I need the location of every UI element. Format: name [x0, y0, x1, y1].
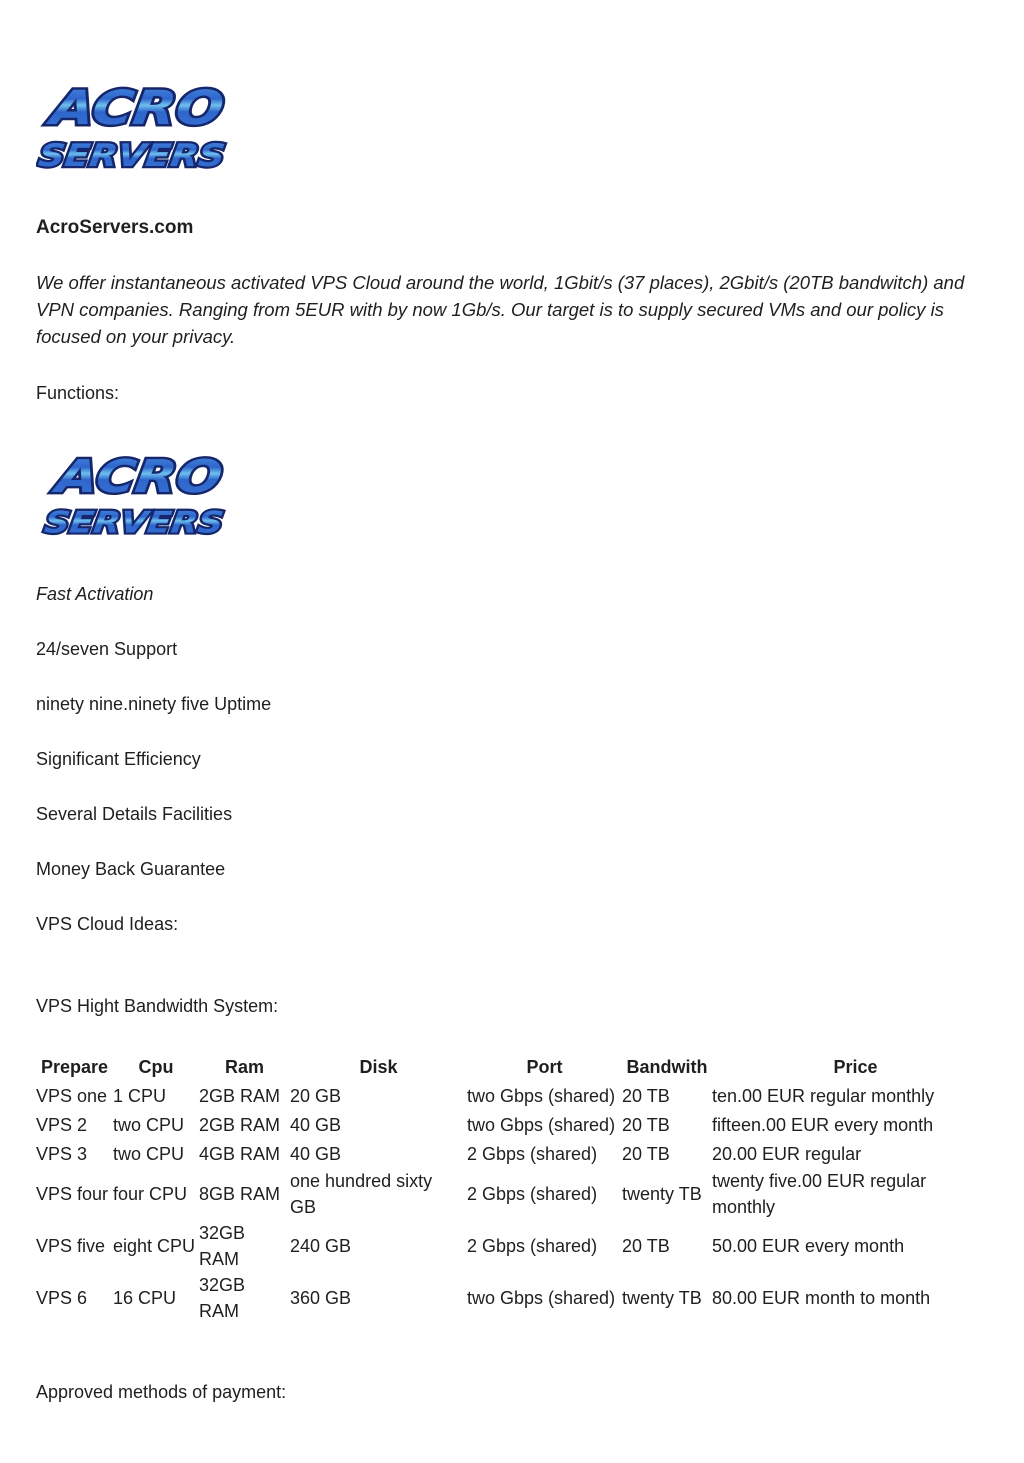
table-cell: 20 GB [290, 1085, 342, 1106]
table-cell: 240 GB [290, 1236, 352, 1256]
table-row [36, 1110, 999, 1139]
table-cell: two CPU [113, 1114, 185, 1135]
table-cell: 2 Gbps (shared) [467, 1184, 598, 1204]
page-title: AcroServers.com [36, 217, 194, 238]
table-row [36, 1081, 999, 1110]
table-cell: twenty TB [622, 1288, 702, 1308]
vps-table-head [36, 1052, 999, 1081]
table-row [36, 1272, 999, 1324]
table-cell: 16 CPU [113, 1288, 177, 1308]
logo-word-top: ACRO [53, 450, 201, 504]
table-cell: 4GB RAM [199, 1143, 281, 1164]
table-cell: 20 TB [622, 1085, 670, 1106]
feature-item: ninety nine.ninety five Uptime [36, 694, 272, 714]
intro-paragraph: We offer instantaneous activated VPS Cloud around the world, 1Gbit/s (37 places), 2Gbit/s (20TB bandwitch) and VPN companies. Ranging from 5EUR with by now 1Gb/s. Our target is to supply secured VMs and our policy is focused on your privacy. [36, 272, 965, 347]
logo-word-bottom: SERVERS [42, 505, 200, 541]
table-header-row [36, 1052, 999, 1081]
table-cell: 20 TB [622, 1236, 670, 1256]
logo-wordmark [42, 450, 233, 540]
table-row [36, 1139, 999, 1168]
feature-item: 24/seven Support [36, 639, 178, 659]
table-header-cell: Bandwith [626, 1056, 708, 1077]
table-cell: two Gbps (shared) [467, 1114, 616, 1135]
table-cell: one hundred sixty GB [290, 1171, 433, 1217]
table-cell: 20 TB [622, 1143, 670, 1164]
table-header-cell: Disk [359, 1056, 398, 1077]
table-cell: 1 CPU [113, 1085, 167, 1106]
feature-item: Significant Efficiency [36, 749, 201, 769]
table-header-cell: Ram [224, 1056, 264, 1077]
table-cell: 40 GB [290, 1114, 342, 1135]
table-cell: two Gbps (shared) [467, 1288, 616, 1308]
table-cell: VPS one [36, 1085, 108, 1106]
table-cell: VPS five [36, 1236, 106, 1256]
table-cell: 80.00 EUR month to month [712, 1288, 931, 1308]
payment-methods-label: Approved methods of payment: [36, 1382, 287, 1402]
table-row [36, 1220, 999, 1272]
feature-item: Money Back Guarantee [36, 859, 226, 879]
table-cell: 2GB RAM [199, 1085, 281, 1106]
acroservers-logo [36, 76, 238, 175]
table-cell: VPS 6 [36, 1288, 88, 1308]
features-list [36, 583, 996, 880]
table-cell: 20 TB [622, 1114, 670, 1135]
functions-label: Functions: [36, 383, 120, 403]
table-header-cell: Port [526, 1056, 563, 1077]
table-header-cell: Prepare [40, 1056, 109, 1077]
table-cell: VPS four [36, 1184, 109, 1204]
table-cell: twenty TB [622, 1184, 702, 1204]
table-cell: 32GB RAM [199, 1223, 246, 1269]
table-cell: VPS 3 [36, 1143, 88, 1164]
table-cell: 32GB RAM [199, 1275, 246, 1321]
table-cell: 2GB RAM [199, 1114, 281, 1135]
table-row [36, 1168, 999, 1220]
table-header-cell: Price [833, 1056, 878, 1077]
table-cell: 40 GB [290, 1143, 342, 1164]
logo-wordmark [36, 81, 235, 174]
acroservers-logo-secondary [36, 446, 242, 541]
table-cell: twenty five.00 EUR regular monthly [712, 1171, 927, 1217]
table-cell: 50.00 EUR every month [712, 1236, 905, 1256]
vps-table-title: VPS Hight Bandwidth System: [36, 996, 279, 1016]
table-cell: two CPU [113, 1143, 185, 1164]
logo-word-bottom: SERVERS [36, 138, 200, 174]
logo-word-top: ACRO [47, 81, 201, 136]
table-cell: VPS 2 [36, 1114, 88, 1135]
table-cell: 360 GB [290, 1288, 352, 1308]
table-cell: 2 Gbps (shared) [467, 1143, 598, 1164]
table-cell: 8GB RAM [199, 1184, 281, 1204]
table-cell: 2 Gbps (shared) [467, 1236, 598, 1256]
table-cell: four CPU [113, 1184, 188, 1204]
table-header-cell: Cpu [138, 1056, 174, 1077]
vps-cloud-ideas-label: VPS Cloud Ideas: [36, 914, 179, 934]
table-cell: fifteen.00 EUR every month [712, 1114, 934, 1135]
table-cell: ten.00 EUR regular monthly [712, 1085, 935, 1106]
table-cell: two Gbps (shared) [467, 1085, 616, 1106]
vps-table-body [36, 1081, 999, 1324]
feature-item: Fast Activation [36, 584, 154, 604]
table-cell: 20.00 EUR regular [712, 1143, 862, 1164]
vps-plans-table [36, 1052, 999, 1324]
table-cell: eight CPU [113, 1236, 196, 1256]
feature-item: Several Details Facilities [36, 804, 233, 824]
